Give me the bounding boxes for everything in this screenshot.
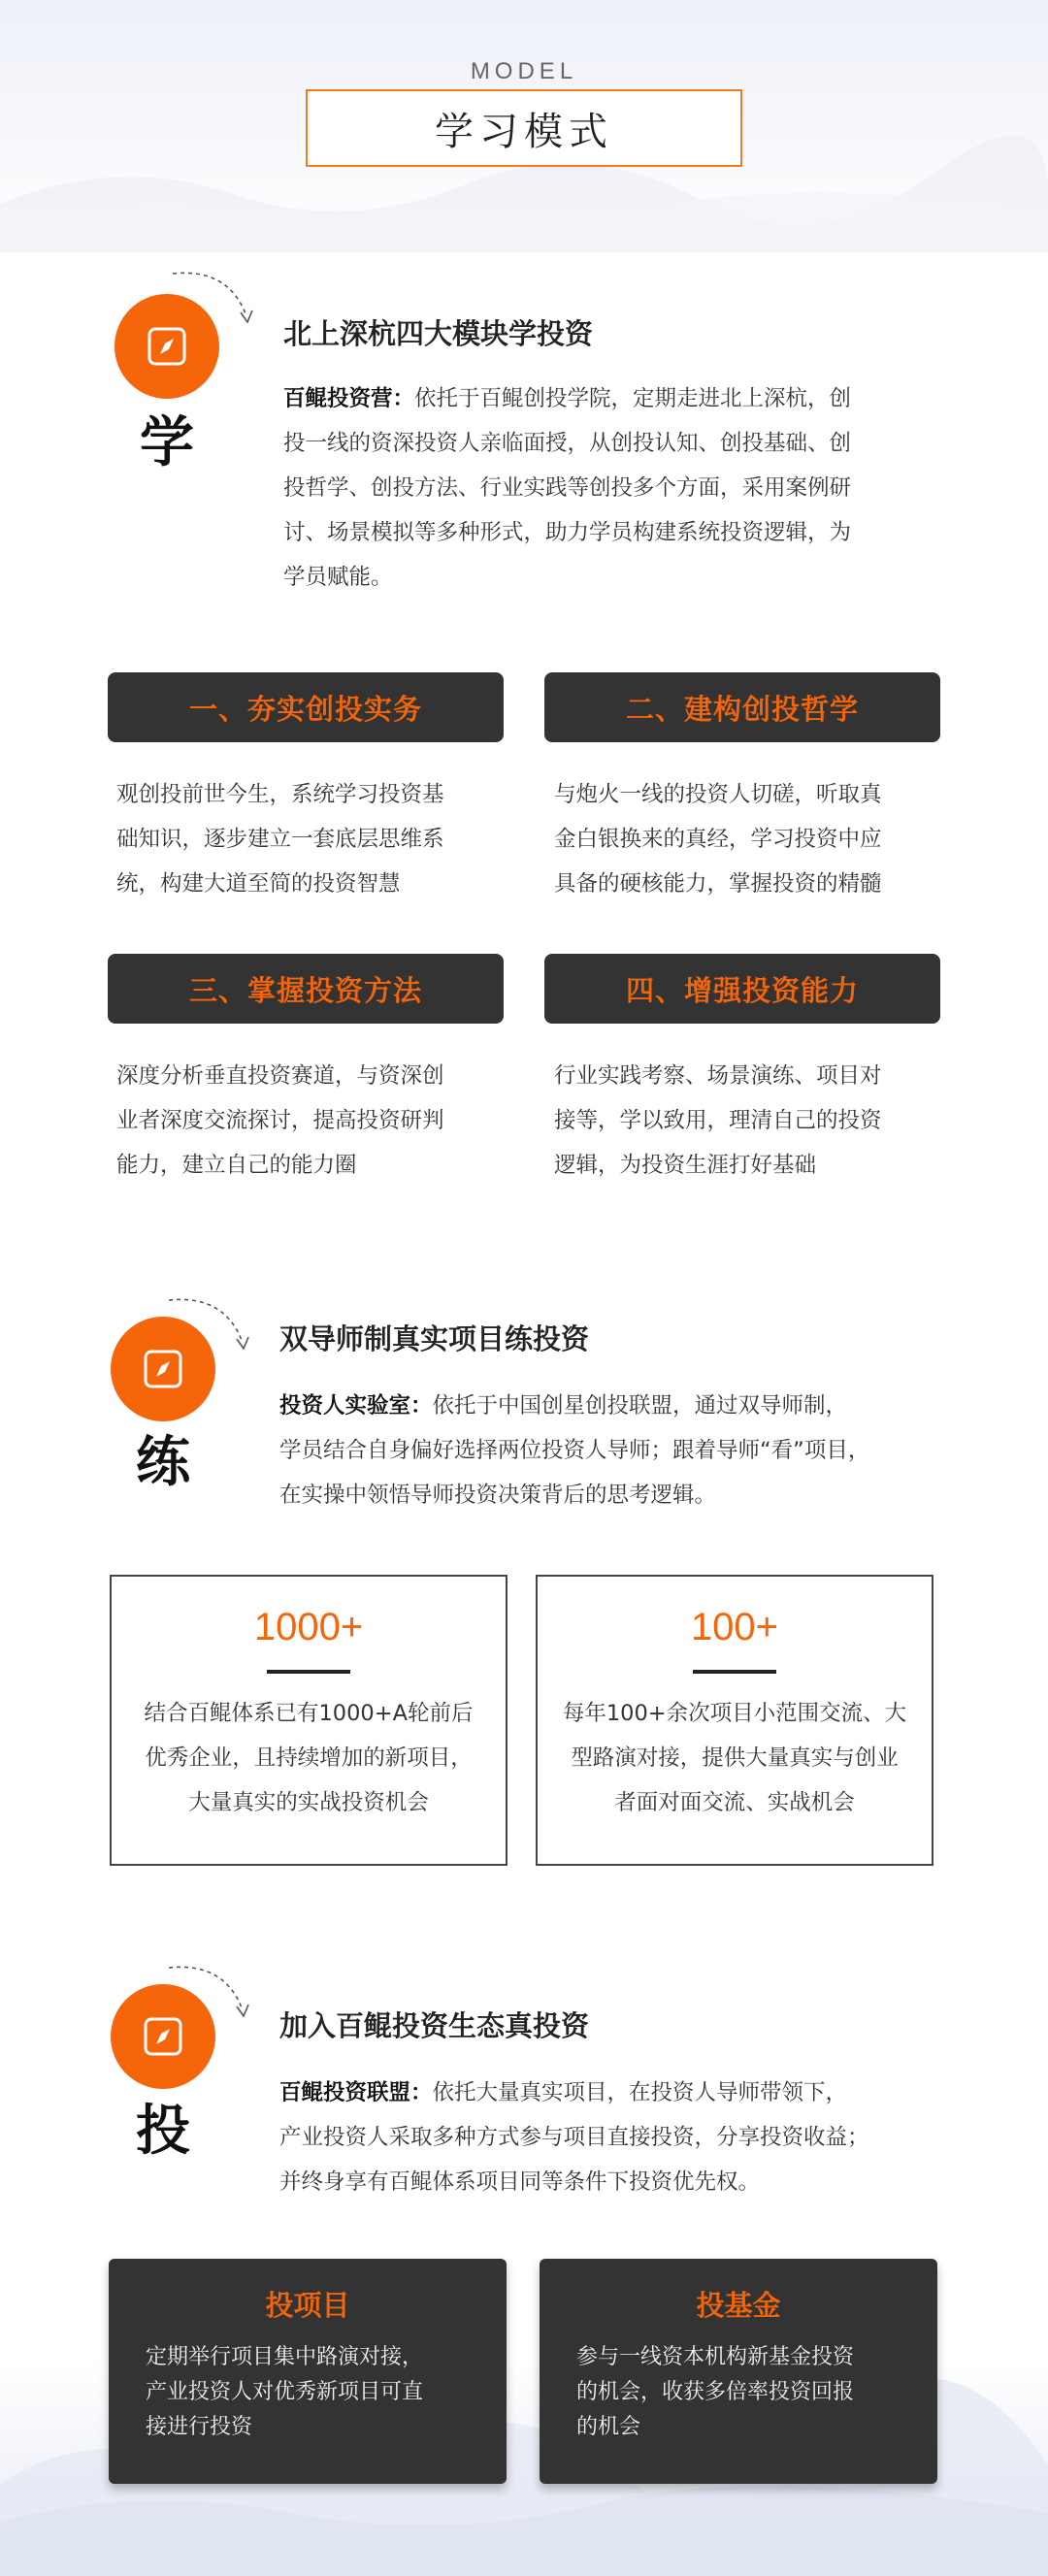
model-label: MODEL: [470, 58, 578, 84]
invest-card-funds: [540, 2259, 937, 2484]
stat-underline: [267, 1670, 350, 1674]
section-learn-description: 百鲲投资营：依托于百鲲创投学院，定期走进北上深杭，创 投一线的资深投资人亲临面授，从创投认知、创投基础、创 投哲学、创投方法、行业实践等创投多个方面，采用案例研 讨、场景模拟等多种形式，助力学员构建系统投资逻辑，为 学员赋能。: [283, 386, 852, 590]
module-header-3: 三、掌握投资方法: [108, 954, 504, 1024]
section-invest-badge: [111, 1984, 215, 2089]
compass-icon: [142, 1348, 184, 1390]
module-text-2: 与炮火一线的投资人切磋，听取真 金白银换来的真经，学习投资中应 具备的硬核能力，掌握投资的精髓: [554, 782, 882, 897]
invest-card-projects: [109, 2259, 507, 2484]
module-text-3: 深度分析垂直投资赛道，与资深创 业者深度交流探讨，提高投资研判 能力，建立自己的能力圈: [116, 1063, 444, 1178]
section-practice-lead: 投资人实验室：: [279, 1393, 433, 1418]
module-text-1: 观创投前世今生，系统学习投资基 础知识，逐步建立一套底层思维系 统，构建大道至简的投资智慧: [116, 782, 444, 897]
invest-card-text: 参与一线资本机构新基金投资 的机会，收获多倍率投资回报 的机会: [576, 2345, 855, 2439]
invest-card-title: 投项目: [265, 2289, 350, 2322]
section-learn-lead: 百鲲投资营：: [283, 386, 415, 411]
section-learn-title: 北上深杭四大模块学投资: [283, 317, 594, 350]
stat-description: 每年100+余次项目小范围交流、大 型路演对接，提供大量真实与创业 者面对面交流、实战机会: [562, 1701, 907, 1815]
stat-number: 100+: [690, 1606, 779, 1648]
page-title: 学习模式: [435, 109, 613, 154]
page-title-frame: [306, 89, 742, 167]
stat-card-projects: [110, 1575, 508, 1866]
section-invest-title: 加入百鲲投资生态真投资: [279, 2009, 590, 2042]
invest-card-title: 投基金: [696, 2289, 781, 2322]
section-practice-description: 投资人实验室：依托于中国创星创投联盟，通过双导师制， 学员结合自身偏好选择两位投资人导师；跟着导师“看”项目， 在实操中领悟导师投资决策背后的思考逻辑。: [279, 1393, 870, 1508]
section-invest-description: 百鲲投资联盟：依托大量真实项目，在投资人导师带领下， 产业投资人采取多种方式参与项目直接投资，分享投资收益； 并终身享有百鲲体系项目同等条件下投资优先权。: [279, 2080, 869, 2195]
stat-underline: [693, 1670, 776, 1674]
stat-description: 结合百鲲体系已有1000+A轮前后 优秀企业，且持续增加的新项目， 大量真实的实战投资机会: [144, 1701, 474, 1815]
section-learn-char: 学: [140, 411, 194, 474]
section-practice-title: 双导师制真实项目练投资: [279, 1322, 590, 1355]
invest-card-text: 定期举行项目集中路演对接， 产业投资人对优秀新项目可直 接进行投资: [146, 2345, 424, 2439]
section-practice-badge: [111, 1317, 215, 1421]
module-header-2: 二、建构创投哲学: [544, 672, 940, 742]
section-invest-lead: 百鲲投资联盟：: [279, 2080, 433, 2105]
module-header-4: 四、增强投资能力: [544, 954, 940, 1024]
stat-card-events: [536, 1575, 933, 1866]
compass-icon: [142, 2015, 184, 2058]
module-header-1: 一、夯实创投实务: [108, 672, 504, 742]
section-invest-char: 投: [136, 2100, 190, 2163]
section-practice-char: 练: [136, 1431, 190, 1494]
compass-icon: [146, 325, 188, 368]
stat-number: 1000+: [253, 1606, 364, 1648]
section-learn-badge: [115, 294, 219, 399]
module-text-4: 行业实践考察、场景演练、项目对 接等，学以致用，理清自己的投资 逻辑，为投资生涯打好基础: [554, 1063, 882, 1178]
